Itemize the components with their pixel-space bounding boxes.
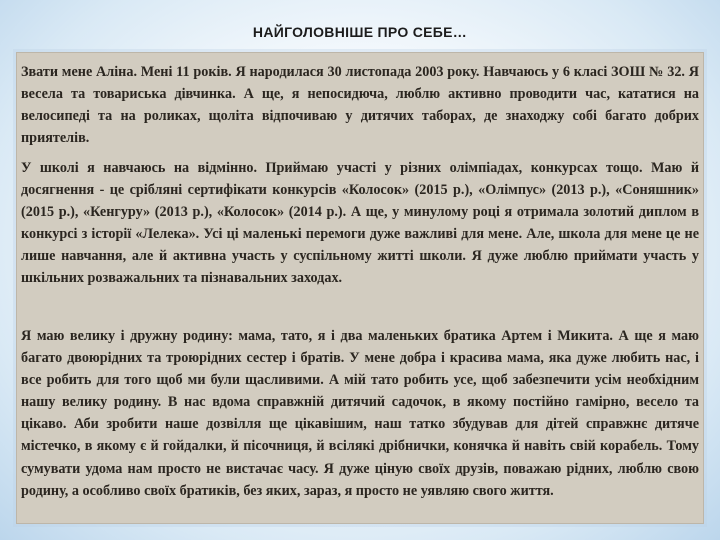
paragraph-school: У школі я навчаюсь на відмінно. Приймаю участі у різних олімпіадах, конкурсах тощо. Маю й досягнення - це срібляні сертифікати конкурсів «Колосок» (2015 р.), «Олімпус» (2013 р.), «Соняшник» (2015 р.), «Кенгуру» (2013 р.), «Колосок» (2014 р.). А ще, у минулому році я отримала золотий диплом в конкурсі з історії «Лелека». Усі ці маленькі перемоги дуже важливі для мене. Але, школа для мене це не лише навчання, але й активна участь у суспільному житті школи. Я дуже люблю приймати участь у шкільних розважальних та пізнавальних заходах.	[21, 160, 699, 287]
text-panel	[16, 52, 704, 524]
paragraph-family: Я маю велику і дружну родину: мама, тато, я і два маленьких братика Артем і Микита. А ще я маю багато двоюрідних та троюрідних сестер і братів. У мене добра і красива мама, яка дуже любить нас, і все робить для того щоб ми були щасливими. А мій тато робить усе, щоб забезпечити усім необхідним нашу велику родину. В нас вдома справжній дитячий садочок, в якому постійно гамірно, весело та цікаво. Аби зробити наше дозвілля ще цікавішим, наш татко збудував для дітей справжнє дитяче містечко, в якому є й гойдалки, й пісочниця, й всілякі дрібнички, конячка й навіть свій корабель. Тому сумувати удома нам просто не вистачає часу. Я дуже ціную своїх друзів, поважаю рідних, люблю свою родину, а особливо своїх братиків, без яких, зараз, я просто не уявляю свого життя.	[21, 328, 699, 499]
paragraph-about-me: Звати мене Аліна. Мені 11 років. Я народилася 30 листопада 2003 року. Навчаюсь у 6 класі ЗОШ № 32. Я весела та товариська дівчинка. А ще, я непосидюча, люблю активно проводити час, кататися на велосипеді та на роликах, щоліта відпочиваю у дитячих таборах, де знаходжу собі багато добрих приятелів.	[21, 64, 699, 147]
page-title: НАЙГОЛОВНІШЕ ПРО СЕБЕ…	[252, 24, 468, 40]
